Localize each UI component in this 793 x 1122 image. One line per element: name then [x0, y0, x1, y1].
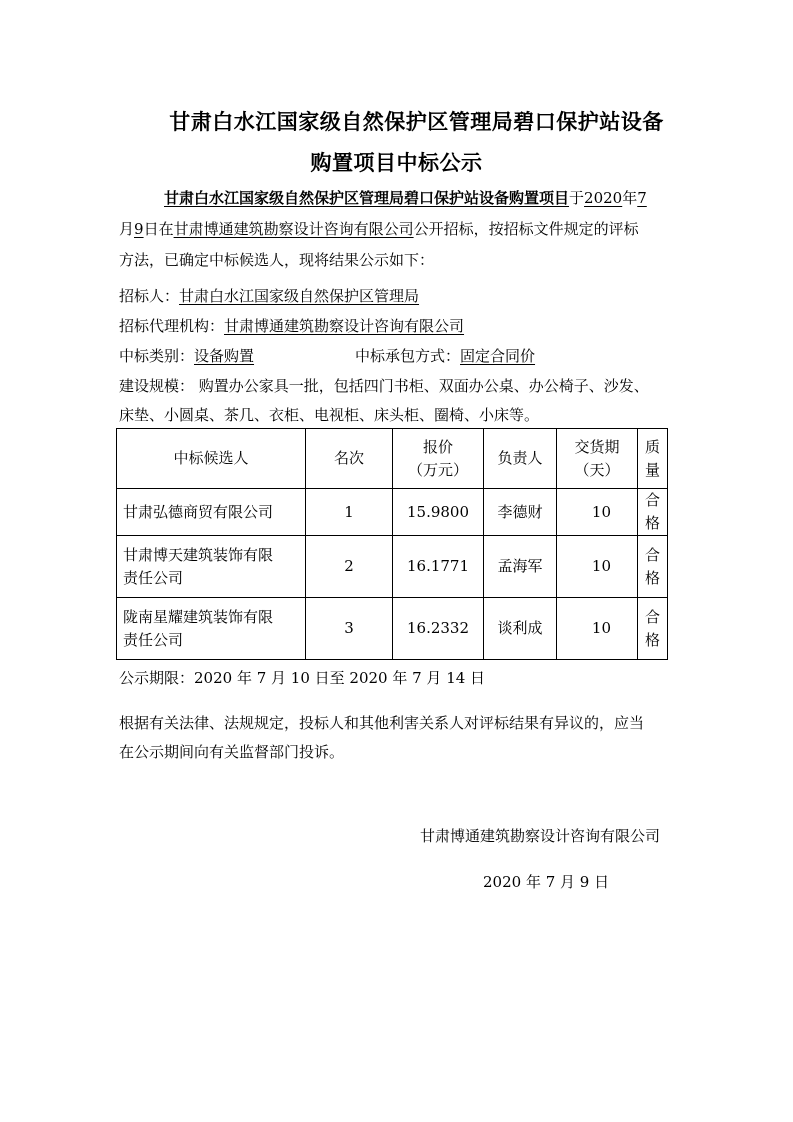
- table-row: [117, 536, 668, 598]
- candidate-name-line1: 甘肃弘德商贸有限公司: [123, 502, 274, 521]
- candidate-rank: 1: [306, 489, 393, 536]
- intro-day: 9: [134, 220, 144, 238]
- tenderer-label: 招标人：: [119, 287, 180, 305]
- candidate-name: [117, 489, 306, 536]
- category-value: 设备购置: [194, 347, 255, 365]
- header-price-line1: 报价: [422, 437, 453, 456]
- candidate-name-line2: 责任公司: [123, 630, 184, 649]
- header-delivery-line1: 交货期: [574, 437, 620, 456]
- agency-value: 甘肃博通建筑勘察设计咨询有限公司: [224, 317, 465, 335]
- header-price-line2: （万元）: [407, 460, 468, 479]
- category-label: 中标类别：: [119, 347, 195, 365]
- contract-value: 固定合同价: [460, 347, 536, 365]
- signature-date: 2020 年 7 月 9 日: [483, 873, 610, 891]
- candidate-price: 16.1771: [393, 536, 484, 598]
- candidate-person: 李德财: [484, 489, 557, 536]
- contract-label: 中标承包方式：: [355, 347, 461, 365]
- intro-text-yue: 月: [119, 220, 135, 238]
- table-row: [117, 598, 668, 660]
- candidate-quality: 合格: [638, 489, 668, 536]
- scale-line1: 建设规模： 购置办公家具一批，包括四门书柜、双面办公桌、办公椅子、沙发、: [119, 377, 649, 395]
- candidate-delivery: 10: [557, 536, 638, 598]
- intro-agency: 甘肃博通建筑勘察设计咨询有限公司: [173, 220, 414, 238]
- header-candidate: 中标候选人: [117, 429, 306, 489]
- intro-month: 7: [637, 189, 647, 207]
- intro-text-nian: 年: [622, 189, 638, 207]
- candidate-price: 16.2332: [393, 598, 484, 660]
- complaint-line2: 在公示期间向有关监督部门投诉。: [119, 743, 345, 761]
- candidate-person: 孟海军: [484, 536, 557, 598]
- agency-label: 招标代理机构：: [119, 317, 225, 335]
- candidate-name: [117, 536, 306, 598]
- candidate-quality: 合格: [638, 598, 668, 660]
- candidate-rank: 2: [306, 536, 393, 598]
- header-quality: 质量: [638, 429, 668, 489]
- candidate-rank: 3: [306, 598, 393, 660]
- contract-row: [355, 345, 535, 366]
- candidate-name-line1: 陇南星耀建筑装饰有限: [123, 607, 274, 626]
- tenderer-value: 甘肃白水江国家级自然保护区管理局: [179, 287, 420, 305]
- agency-row: [119, 315, 464, 336]
- intro-year: 2020: [584, 189, 623, 207]
- table-header-row: [117, 429, 668, 489]
- candidate-delivery: 10: [557, 598, 638, 660]
- intro-text-ri-zai: 日在: [143, 220, 174, 238]
- candidate-person: 谈利成: [484, 598, 557, 660]
- header-rank: 名次: [306, 429, 393, 489]
- signature-company: 甘肃博通建筑勘察设计咨询有限公司: [420, 827, 661, 845]
- intro-text-yu: 于: [569, 189, 585, 207]
- scale-line2: 床垫、小圆桌、茶几、衣柜、电视柜、床头柜、圈椅、小床等。: [119, 406, 540, 424]
- candidate-price: 15.9800: [393, 489, 484, 536]
- publicity-period: 公示期限：2020 年 7 月 10 日至 2020 年 7 月 14 日: [119, 669, 486, 687]
- complaint-line1: 根据有关法律、法规规定，投标人和其他利害关系人对评标结果有异议的，应当: [119, 714, 645, 732]
- table-row: [117, 489, 668, 536]
- candidate-name: [117, 598, 306, 660]
- header-delivery: [557, 429, 638, 489]
- candidate-name-line1: 甘肃博天建筑装饰有限: [123, 545, 274, 564]
- header-price: [393, 429, 484, 489]
- header-delivery-line2: （天）: [574, 460, 620, 479]
- intro-text-line3: 方法，已确定中标候选人，现将结果公示如下：: [119, 251, 435, 269]
- intro-paragraph: [119, 183, 679, 276]
- header-person: 负责人: [484, 429, 557, 489]
- candidate-delivery: 10: [557, 489, 638, 536]
- candidate-name-line2: 责任公司: [123, 568, 184, 587]
- candidate-quality: 合格: [638, 536, 668, 598]
- project-name: 甘肃白水江国家级自然保护区管理局碧口保护站设备购置项目: [164, 189, 570, 207]
- tenderer-row: [119, 285, 419, 306]
- document-title-line1: 甘肃白水江国家级自然保护区管理局碧口保护站设备: [169, 110, 664, 134]
- intro-text-after-agency: 公开招标，按招标文件规定的评标: [413, 220, 639, 238]
- document-title-line2: 购置项目中标公示: [310, 151, 483, 175]
- category-row: [119, 345, 254, 366]
- bid-result-table: [116, 428, 668, 660]
